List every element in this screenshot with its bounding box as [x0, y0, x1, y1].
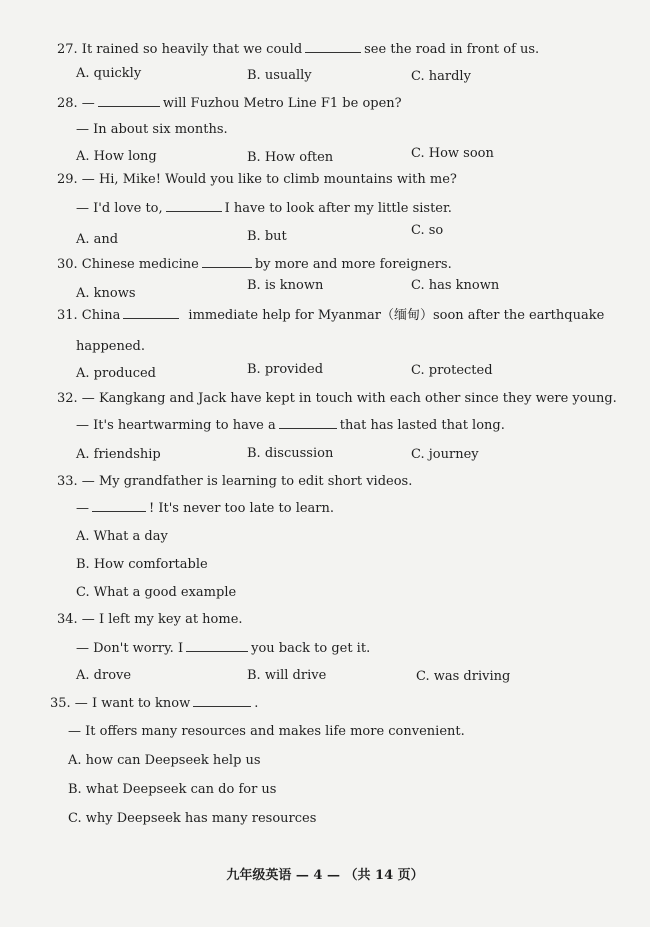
answer-blank [193, 696, 251, 707]
question-34-reply [76, 641, 370, 657]
question-29-reply [76, 201, 452, 217]
option-b: B. provided [247, 362, 324, 377]
option-c: C. was driving [416, 669, 511, 684]
question-35-stem [50, 696, 258, 712]
option-c: C. hardly [411, 69, 471, 84]
question-text: — Don't worry. I [76, 641, 184, 656]
option-c: C. so [411, 223, 444, 238]
answer-blank [202, 257, 252, 268]
option-b: B. will drive [247, 668, 327, 683]
question-text: you back to get it. [251, 641, 371, 656]
answer-blank [92, 501, 146, 512]
option-b: B. what Deepseek can do for us [68, 782, 277, 797]
question-text: — [76, 501, 89, 516]
option-b: B. but [247, 229, 287, 244]
option-c: C. has known [411, 278, 500, 293]
question-text: — I'd love to, [76, 201, 163, 216]
answer-blank [98, 96, 160, 107]
answer-blank [305, 42, 361, 53]
option-a: A. quickly [76, 66, 142, 81]
question-text: that has lasted that long. [339, 418, 505, 433]
question-text: see the road in front of us. [364, 42, 540, 57]
option-b: B. How often [247, 150, 334, 165]
question-text: ! It's never too late to learn. [149, 501, 335, 516]
question-text: will Fuzhou Metro Line F1 be open? [162, 96, 402, 111]
option-a: A. How long [76, 149, 157, 164]
option-a: A. how can Deepseek help us [68, 753, 261, 768]
question-32-reply [76, 418, 505, 434]
question-34-stem: 34. — I left my key at home. [57, 612, 243, 627]
question-text: — It's heartwarming to have a [76, 418, 276, 433]
question-text: . [254, 696, 259, 711]
question-29-stem: 29. — Hi, Mike! Would you like to climb mountains with me? [57, 172, 457, 187]
question-32-stem: 32. — Kangkang and Jack have kept in touch with each other since they were young. [57, 391, 617, 406]
answer-blank [166, 201, 222, 212]
question-33-stem: 33. — My grandfather is learning to edit short videos. [57, 474, 413, 489]
question-text: 30. Chinese medicine [57, 257, 199, 272]
option-a: A. friendship [76, 447, 161, 462]
option-b: B. discussion [247, 446, 334, 461]
option-a: A. and [76, 232, 119, 247]
question-30-stem [57, 257, 452, 273]
question-text: 28. — [57, 96, 95, 111]
option-c: C. protected [411, 363, 493, 378]
option-c: C. why Deepseek has many resources [68, 811, 317, 826]
answer-blank [186, 641, 248, 652]
question-text: by more and more foreigners. [254, 257, 452, 272]
option-c: C. How soon [411, 146, 494, 161]
option-c: C. journey [411, 447, 479, 462]
option-a: A. knows [76, 286, 136, 301]
question-31-stem [57, 308, 604, 324]
option-b: B. How comfortable [76, 557, 208, 572]
option-a: A. produced [76, 366, 157, 381]
option-b: B. usually [247, 68, 312, 83]
question-text: immediate help for Myanmar（缅甸）soon after the earthquake [188, 308, 605, 323]
question-31-continued: happened. [76, 339, 145, 354]
question-28-reply: — In about six months. [76, 122, 228, 137]
question-33-reply [76, 501, 334, 517]
answer-blank [123, 308, 179, 319]
question-text: 35. — I want to know [50, 696, 191, 711]
question-27-stem [57, 42, 539, 58]
question-text: 31. China [57, 308, 121, 323]
question-text: 27. It rained so heavily that we could [57, 42, 303, 57]
option-a: A. drove [76, 668, 132, 683]
question-text: I have to look after my little sister. [224, 201, 452, 216]
option-a: A. What a day [76, 529, 168, 544]
page-footer: 九年级英语 — 4 — （共 14 页） [226, 868, 424, 883]
answer-blank [279, 418, 337, 429]
question-28-stem [57, 96, 402, 112]
option-c: C. What a good example [76, 585, 237, 600]
question-35-reply: — It offers many resources and makes life more convenient. [68, 724, 465, 739]
option-b: B. is known [247, 278, 324, 293]
